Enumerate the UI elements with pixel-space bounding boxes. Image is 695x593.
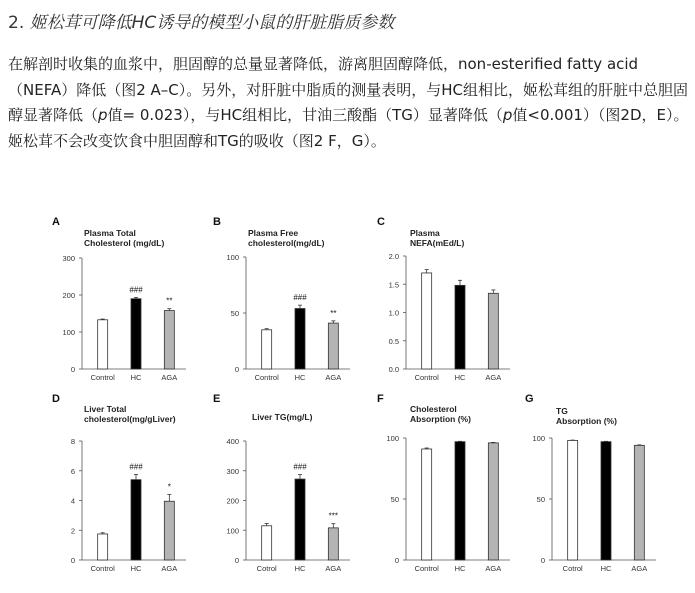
panel-d-significance-label: ### [129,462,143,472]
panel-c-x-tick-label: HC [454,373,466,382]
panel-c-y-tick-label: 0.0 [388,365,399,374]
panel-d-title-line: Liver Total [84,404,127,414]
paragraph-text-2: 值= 0.023），与HC组相比，甘油三酸酯（TG）显著降低（ [107,106,503,124]
panel-b-significance-label: ### [293,293,307,303]
panel-d-x-tick-label: Control [90,564,115,573]
panel-b-bar-hc [295,309,305,369]
panel-d-significance-label: * [167,482,171,492]
panel-b-x-tick-label: AGA [325,373,342,382]
p-symbol-2: p [502,106,513,124]
panel-e-significance-label: ### [293,462,307,472]
panel-d-title-line: cholesterol(mg/gLiver) [84,414,176,424]
panel-f-title-line: Cholesterol [410,404,457,414]
panel-a-significance-label: ### [129,285,143,295]
panel-d-y-tick-label: 4 [70,496,75,506]
panel-b-x-tick-label: HC [294,373,306,382]
panel-e-title-line: Liver TG(mg/L) [252,412,313,422]
panel-f-label: F [377,393,384,405]
panel-c-y-tick-label: 1.5 [388,280,399,290]
panel-b-y-tick-label: 50 [230,309,239,318]
panel-c-bar-aga [488,293,498,369]
panel-b-significance-label: ** [330,308,337,318]
section-number: 2. [8,13,30,33]
panel-f-y-tick-label: 0 [394,556,399,565]
panel-b-bar-control [262,330,272,369]
panel-b-y-tick-label: 100 [226,253,239,262]
panel-c-title-line: NEFA(mEd/L) [410,238,465,248]
panel-a-x-tick-label: AGA [161,373,178,382]
panel-b-bar-aga [328,323,338,369]
panel-f-title-line: Absorption (%) [410,414,471,424]
panel-d-x-tick-label: HC [130,564,142,573]
panel-b-title-line: cholesterol(mg/dL) [248,238,325,248]
panel-e-y-tick-label: 200 [226,496,239,506]
panel-g-x-tick-label: HC [600,564,612,573]
paragraph-text-1: 在解剖时收集的血浆中，胆固醇的总量显著降低，游离胆固醇降低，non-esterified fatty acid（NEFA）降低（图2 A–C）。另外，对肝脏中脂质的测量表明，与HC组相比，姬松茸组的肝脏中总胆固醇显著降低（ [8,55,689,124]
panel-a-bar-hc [131,299,141,369]
panel-a-y-tick-label: 100 [62,328,75,337]
panel-e-x-tick-label: AGA [325,564,342,573]
paragraph-text-3: 值<0.001）（图2D，E）。姬松茸不会改变饮食中胆固醇和TG的吸收（图2 F，G）。 [8,106,689,150]
panel-a-y-tick-label: 300 [62,254,75,263]
panel-f-bar-aga [488,443,498,560]
panel-g-bar-aga [634,445,644,560]
panel-b-x-tick-label: Control [254,373,279,382]
panel-f-x-tick-label: AGA [485,564,502,573]
panel-a-significance-label: ** [166,296,173,306]
panel-d-bar-control [98,534,108,560]
panel-a-y-tick-label: 200 [62,291,75,300]
p-symbol-1: p [98,106,108,124]
panel-g-title-line: Absorption (%) [556,416,617,426]
panel-c-y-tick-label: 2.0 [388,252,399,261]
panel-e-bar-hc [295,479,305,560]
panel-d-y-tick-label: 8 [70,437,75,446]
panel-a-y-tick-label: 0 [70,365,75,374]
panel-c-y-tick-label: 1.0 [388,308,399,318]
panel-c-bar-hc [455,285,465,369]
panel-e-bar-cotrol [262,526,272,560]
panel-e-label: E [213,393,221,405]
panel-g-title-line: TG [556,406,568,416]
panel-c-label: C [377,216,385,228]
panel-c-title-line: Plasma [410,228,440,238]
panel-a-x-tick-label: Control [90,373,115,382]
panel-f-bar-control [422,449,432,560]
panel-f-y-tick-label: 100 [386,434,399,443]
panel-a-bar-aga [164,311,174,369]
panel-f-x-tick-label: Control [414,564,439,573]
panel-e-y-tick-label: 400 [226,437,239,446]
panel-a-title-line: Cholesterol (mg/dL) [84,238,165,248]
panel-c-bar-control [422,273,432,369]
panel-b-title-line: Plasma Free [248,228,299,238]
panel-d-y-tick-label: 0 [70,556,75,565]
panel-c-x-tick-label: Control [414,373,439,382]
section-title: 姬松茸可降低HC诱导的模型小鼠的肝脏脂质参数 [29,13,395,33]
panel-g-y-tick-label: 0 [540,556,545,565]
panel-f-bar-hc [455,442,465,560]
panel-e-x-tick-label: Cotrol [256,564,277,573]
panel-c-x-tick-label: AGA [485,373,502,382]
panel-c-y-tick-label: 0.5 [388,336,399,346]
panel-d-label: D [52,393,60,405]
panel-d-y-tick-label: 2 [70,526,75,536]
panel-g-y-tick-label: 100 [532,434,545,443]
panel-d-bar-aga [164,501,174,560]
panel-g-y-tick-label: 50 [536,495,545,504]
panel-g-bar-hc [601,442,611,560]
panel-e-bar-aga [328,528,338,560]
panel-e-x-tick-label: HC [294,564,306,573]
panel-g-x-tick-label: Cotrol [562,564,583,573]
panel-a-bar-control [98,320,108,369]
panel-e-y-tick-label: 300 [226,466,239,476]
panel-g-x-tick-label: AGA [631,564,648,573]
panel-f-x-tick-label: HC [454,564,466,573]
panel-e-y-tick-label: 0 [234,556,239,565]
panel-a-title-line: Plasma Total [84,228,136,238]
panel-f-y-tick-label: 50 [390,495,399,504]
panel-g-bar-cotrol [568,440,578,560]
panel-d-bar-hc [131,480,141,560]
panel-b-y-tick-label: 0 [234,365,239,374]
panel-g-label: G [525,393,534,405]
panel-d-y-tick-label: 6 [70,466,75,476]
panel-e-significance-label: *** [328,511,339,521]
panel-e-y-tick-label: 100 [226,526,239,536]
panel-b-label: B [213,216,221,228]
panel-a-label: A [52,216,60,228]
panel-d-x-tick-label: AGA [161,564,178,573]
panel-a-x-tick-label: HC [130,373,142,382]
